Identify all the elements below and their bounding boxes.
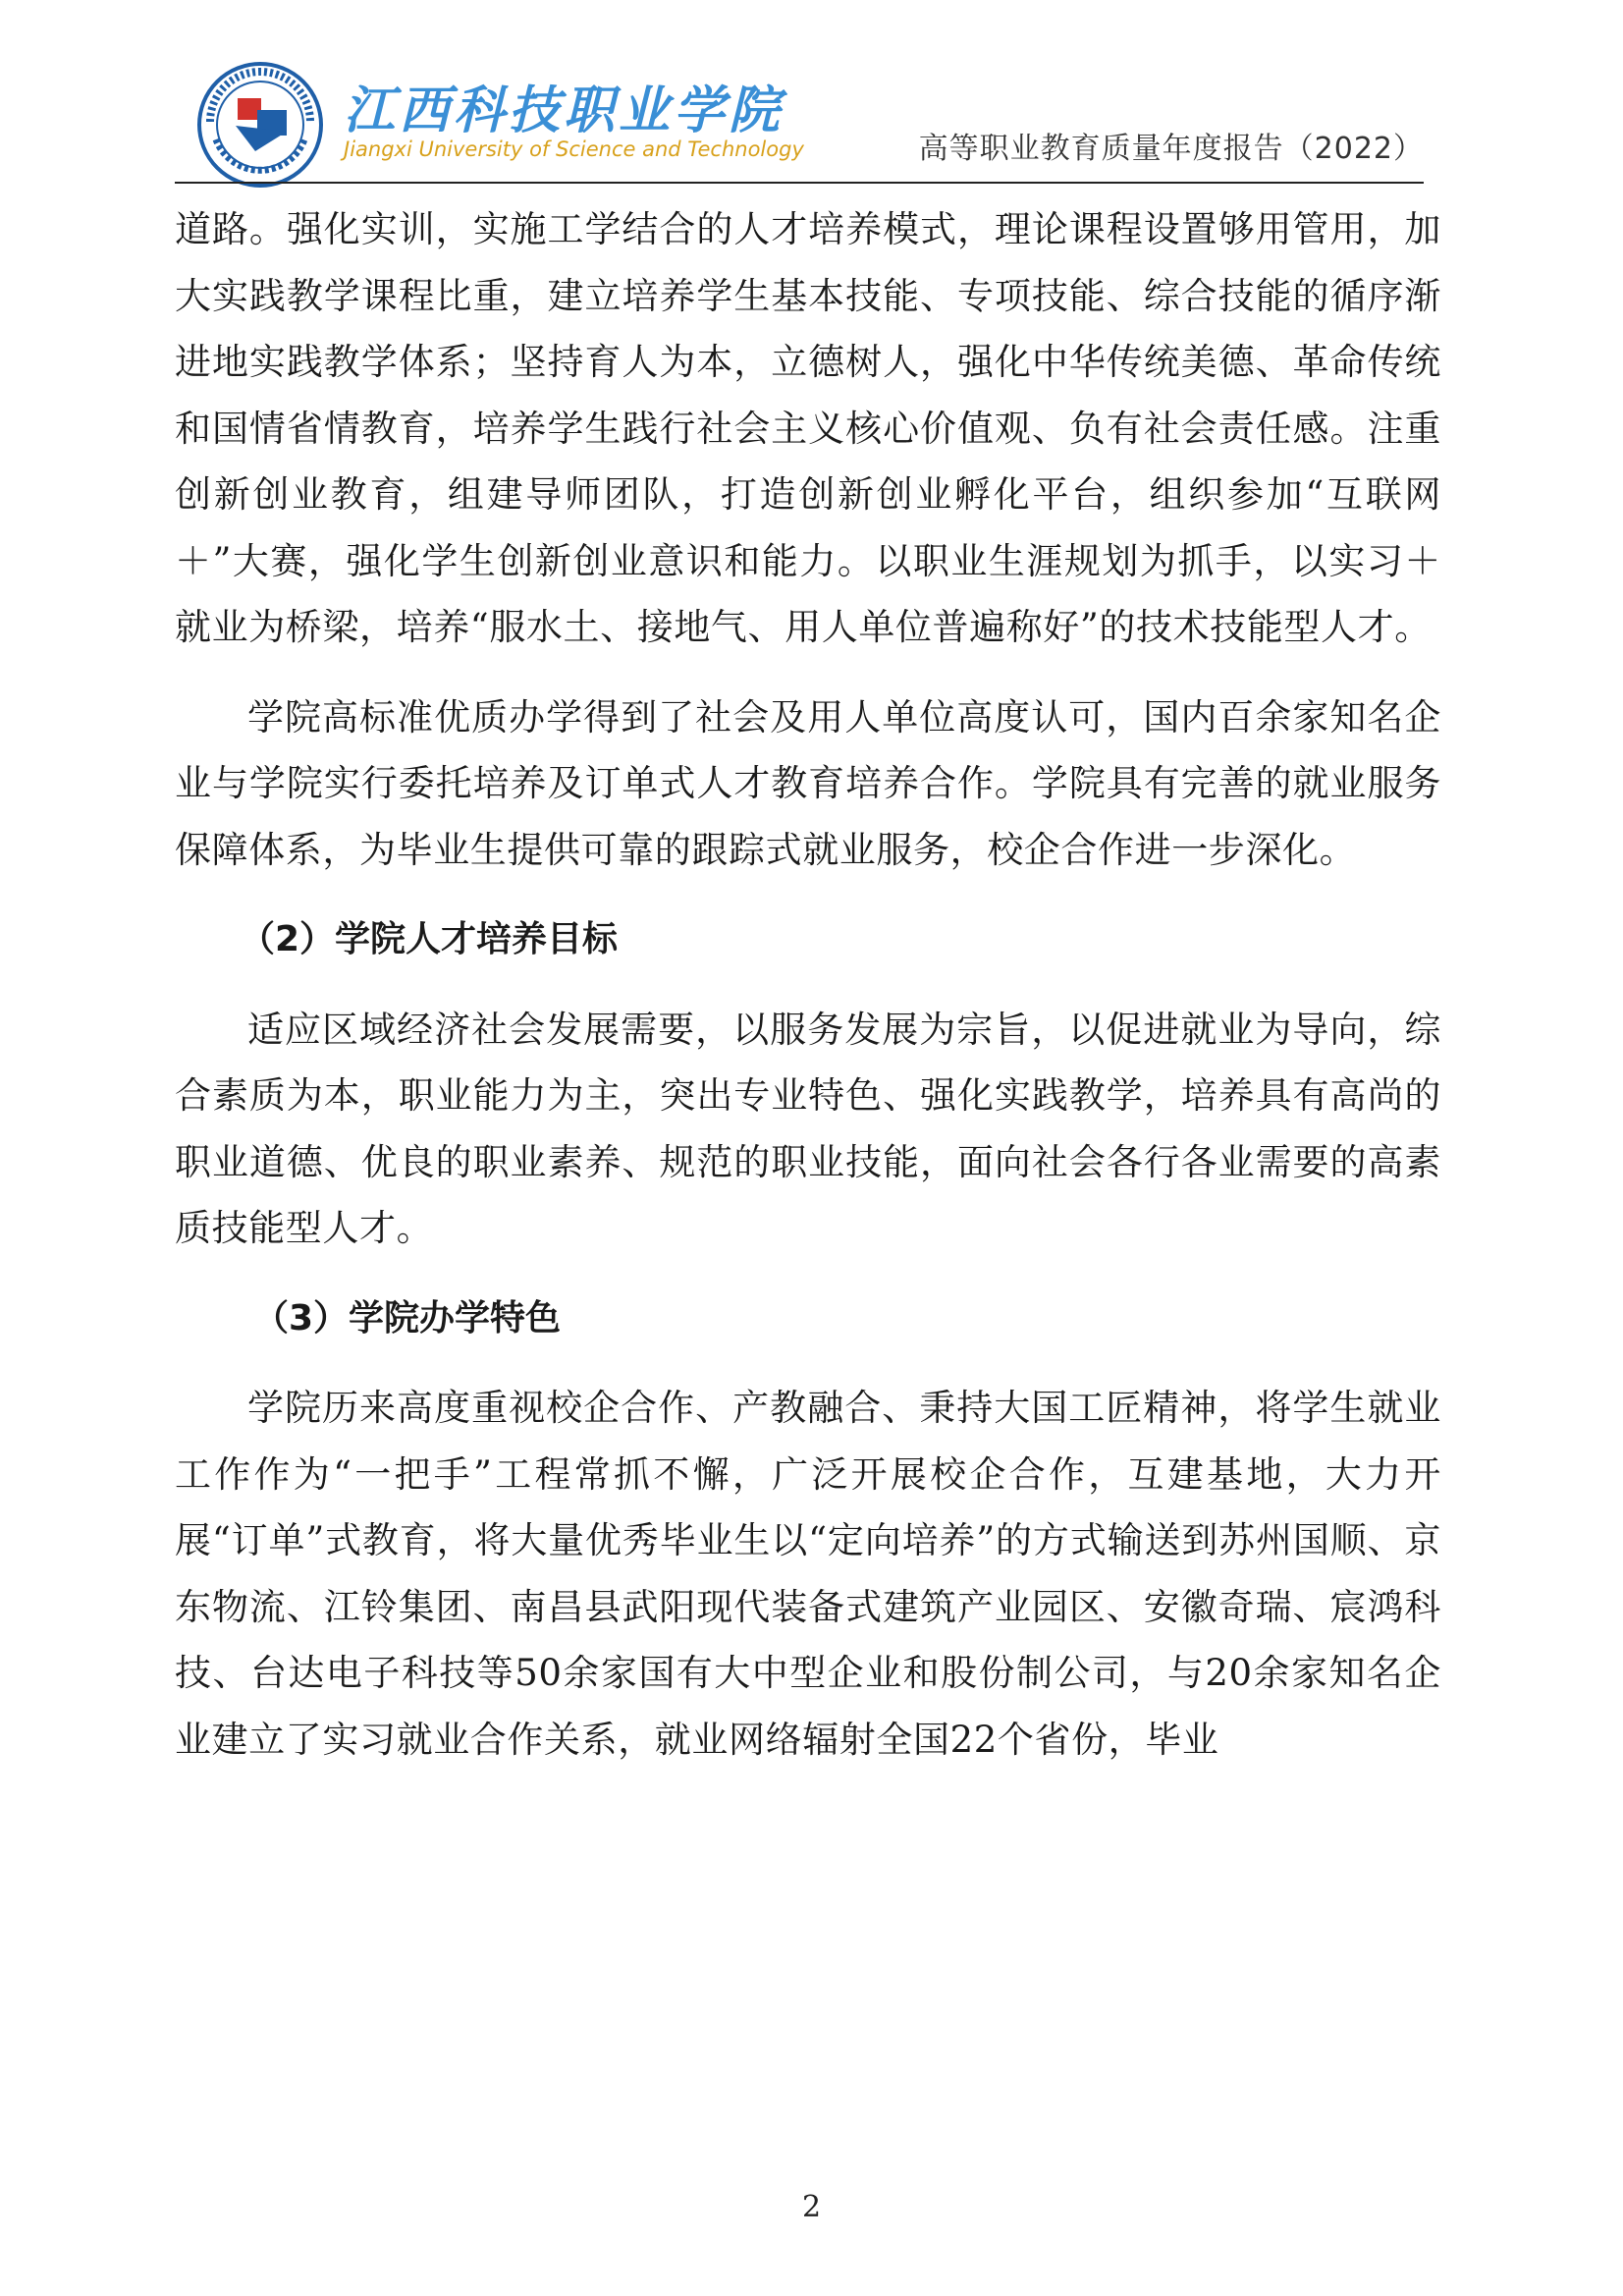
university-emblem-icon <box>196 61 324 189</box>
university-name: 江西科技职业学院 <box>344 82 784 140</box>
page-header <box>196 61 1424 189</box>
document-body <box>175 196 1441 1773</box>
paragraph-talent-goals: 适应区域经济社会发展需要，以服务发展为宗旨，以促进就业为导向，综合素质为本，职业能力为主，突出专业特色、强化实践教学，培养具有高尚的职业道德、优良的职业素养、规范的职业技能，面向社会各行各业需要的高素质技能型人才。 <box>175 1008 1441 1249</box>
section-heading-school-features: （3）学院办学特色 <box>253 1297 562 1339</box>
page-number: 2 <box>801 2190 822 2224</box>
section-heading-talent-goals: （2）学院人才培养目标 <box>240 919 619 959</box>
paragraph-school-features: 学院历来高度重视校企合作、产教融合、秉持大国工匠精神，将学生就业工作作为“一把手”工程常抓不懈，广泛开展校企合作，互建基地，大力开展“订单”式教育，将大量优秀毕业生以“定向培养”的方式输送到苏州国顺、京东物流、江铃集团、南昌县武阳现代装备式建筑产业园区、安徽奇瑞、宸鸿科技、台达电子科技等50余家国有大中型企业和股份制公司，与20余家知名企业建立了实习就业合作关系，就业网络辐射全国22个省份，毕业 <box>175 1387 1441 1761</box>
university-english-name: Jiangxi University of Science and Technology <box>344 137 804 161</box>
paragraph-training-model: 道路。强化实训，实施工学结合的人才培养模式，理论课程设置够用管用，加大实践教学课程比重，建立培养学生基本技能、专项技能、综合技能的循序渐进地实践教学体系；坚持育人为本，立德树人，强化中华传统美德、革命传统和国情省情教育，培养学生践行社会主义核心价值观、负有社会责任感。注重创新创业教育，组建导师团队，打造创新创业孵化平台，组织参加“互联网＋”大赛，强化学生创新创业意识和能力。以职业生涯规划为抓手，以实习＋就业为桥梁，培养“服水土、接地气、用人单位普遍称好”的技术技能型人才。 <box>175 208 1441 648</box>
report-title: 高等职业教育质量年度报告（2022） <box>918 132 1424 166</box>
paragraph-social-recognition: 学院高标准优质办学得到了社会及用人单位高度认可，国内百余家知名企业与学院实行委托培养及订单式人才教育培养合作。学院具有完善的就业服务保障体系，为毕业生提供可靠的跟踪式就业服务，校企合作进一步深化。 <box>175 695 1441 871</box>
header-divider <box>175 182 1424 184</box>
